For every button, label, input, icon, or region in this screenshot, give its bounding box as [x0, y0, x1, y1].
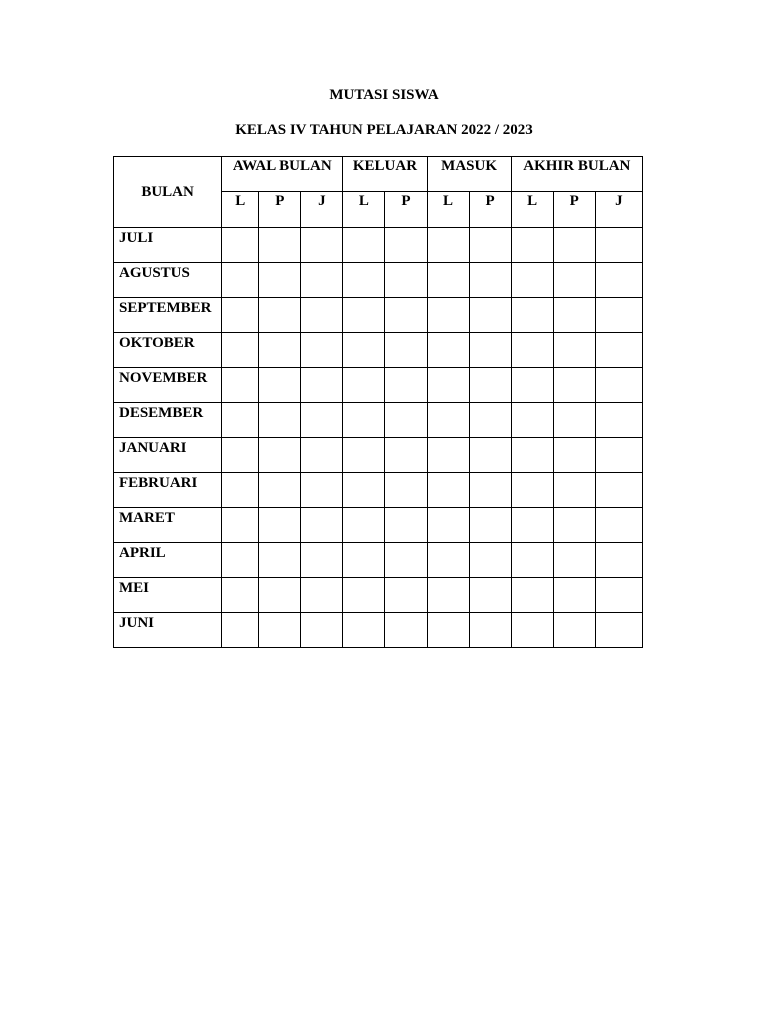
table-cell: [595, 298, 642, 333]
table-cell: [427, 368, 469, 403]
header-awal-j: J: [301, 192, 343, 228]
table-cell: [301, 298, 343, 333]
table-cell: [511, 403, 553, 438]
table-cell: [511, 473, 553, 508]
table-cell: [595, 333, 642, 368]
table-cell: [553, 298, 595, 333]
table-row: [114, 613, 643, 648]
table-cell: [259, 368, 301, 403]
table-cell: [553, 613, 595, 648]
table-row: [114, 228, 643, 263]
table-cell: [511, 613, 553, 648]
header-masuk: MASUK: [427, 157, 511, 192]
table-cell: [385, 613, 427, 648]
table-cell: [553, 438, 595, 473]
table-row: [114, 368, 643, 403]
table-cell: [301, 508, 343, 543]
mutation-table: [113, 156, 643, 648]
table-cell: [343, 298, 385, 333]
table-body: [114, 228, 643, 648]
table-cell: [343, 368, 385, 403]
header-akhir-p: P: [553, 192, 595, 228]
table-cell: [343, 473, 385, 508]
document-title: MUTASI SISWA: [329, 87, 439, 103]
table-cell: [222, 403, 259, 438]
table-row: [114, 543, 643, 578]
table-cell: [301, 438, 343, 473]
table-cell: [595, 228, 642, 263]
table-cell: [222, 263, 259, 298]
table-cell: [222, 333, 259, 368]
table-cell: [222, 543, 259, 578]
table-cell: [511, 368, 553, 403]
header-keluar: KELUAR: [343, 157, 427, 192]
header-akhir-j: J: [595, 192, 642, 228]
header-awal-bulan: AWAL BULAN: [222, 157, 343, 192]
month-label: JANUARI: [114, 438, 222, 473]
table-cell: [469, 228, 511, 263]
table-cell: [259, 613, 301, 648]
month-label: JULI: [114, 228, 222, 263]
table-cell: [427, 578, 469, 613]
table-cell: [385, 473, 427, 508]
month-label: DESEMBER: [114, 403, 222, 438]
header-awal-p: P: [259, 192, 301, 228]
table-cell: [222, 508, 259, 543]
table-cell: [343, 613, 385, 648]
table-cell: [385, 543, 427, 578]
month-label: MARET: [114, 508, 222, 543]
table-cell: [511, 333, 553, 368]
table-cell: [427, 298, 469, 333]
table-cell: [385, 263, 427, 298]
table-cell: [427, 263, 469, 298]
table-cell: [385, 228, 427, 263]
table-cell: [469, 438, 511, 473]
table-cell: [259, 228, 301, 263]
month-label: NOVEMBER: [114, 368, 222, 403]
table-cell: [511, 263, 553, 298]
table-cell: [469, 298, 511, 333]
table-cell: [553, 263, 595, 298]
table-cell: [343, 508, 385, 543]
table-cell: [259, 438, 301, 473]
table-cell: [259, 403, 301, 438]
table-cell: [427, 543, 469, 578]
table-cell: [222, 473, 259, 508]
table-cell: [553, 333, 595, 368]
table-cell: [343, 403, 385, 438]
header-bulan: BULAN: [114, 157, 222, 228]
table-cell: [427, 228, 469, 263]
table-row: [114, 438, 643, 473]
table-cell: [301, 403, 343, 438]
table-cell: [595, 578, 642, 613]
table-cell: [385, 578, 427, 613]
table-cell: [301, 333, 343, 368]
table-cell: [385, 508, 427, 543]
table-cell: [553, 368, 595, 403]
table-cell: [222, 368, 259, 403]
document-subtitle: KELAS IV TAHUN PELAJARAN 2022 / 2023: [235, 122, 533, 138]
table-cell: [469, 578, 511, 613]
table-cell: [301, 368, 343, 403]
table-cell: [427, 333, 469, 368]
table-cell: [343, 333, 385, 368]
table-cell: [511, 438, 553, 473]
table-cell: [595, 613, 642, 648]
table-cell: [595, 403, 642, 438]
header-akhir-l: L: [511, 192, 553, 228]
table-cell: [385, 438, 427, 473]
month-label: JUNI: [114, 613, 222, 648]
table-cell: [595, 508, 642, 543]
month-label: MEI: [114, 578, 222, 613]
table-cell: [511, 228, 553, 263]
table-cell: [259, 508, 301, 543]
table-cell: [427, 508, 469, 543]
table-cell: [259, 578, 301, 613]
table-cell: [259, 298, 301, 333]
table-cell: [595, 543, 642, 578]
table-cell: [301, 473, 343, 508]
table-cell: [427, 403, 469, 438]
month-label: AGUSTUS: [114, 263, 222, 298]
table-row: [114, 298, 643, 333]
table-cell: [259, 263, 301, 298]
table-cell: [343, 263, 385, 298]
table-cell: [222, 438, 259, 473]
table-cell: [222, 578, 259, 613]
table-cell: [301, 263, 343, 298]
table-cell: [385, 403, 427, 438]
table-cell: [343, 578, 385, 613]
table-cell: [343, 228, 385, 263]
table-cell: [595, 438, 642, 473]
table-cell: [553, 228, 595, 263]
table-cell: [469, 473, 511, 508]
table-cell: [469, 403, 511, 438]
header-keluar-l: L: [343, 192, 385, 228]
header-keluar-p: P: [385, 192, 427, 228]
table-cell: [469, 263, 511, 298]
table-cell: [301, 543, 343, 578]
table-row: [114, 333, 643, 368]
table-cell: [343, 543, 385, 578]
table-row: [114, 473, 643, 508]
header-awal-l: L: [222, 192, 259, 228]
table-cell: [343, 438, 385, 473]
table-cell: [301, 613, 343, 648]
header-akhir-bulan: AKHIR BULAN: [511, 157, 642, 192]
table-cell: [511, 578, 553, 613]
table-cell: [469, 543, 511, 578]
table-cell: [469, 368, 511, 403]
table-cell: [553, 473, 595, 508]
table-cell: [553, 578, 595, 613]
table-cell: [222, 228, 259, 263]
table-cell: [553, 543, 595, 578]
table-cell: [385, 333, 427, 368]
table-cell: [511, 298, 553, 333]
table-cell: [301, 578, 343, 613]
table-cell: [511, 543, 553, 578]
table-cell: [222, 298, 259, 333]
table-cell: [469, 508, 511, 543]
table-cell: [427, 438, 469, 473]
month-label: SEPTEMBER: [114, 298, 222, 333]
table-row: [114, 508, 643, 543]
month-label: FEBRUARI: [114, 473, 222, 508]
table-row: [114, 578, 643, 613]
month-label: OKTOBER: [114, 333, 222, 368]
header-masuk-l: L: [427, 192, 469, 228]
table-cell: [427, 613, 469, 648]
month-label: APRIL: [114, 543, 222, 578]
table-cell: [259, 543, 301, 578]
table-cell: [553, 403, 595, 438]
table-cell: [595, 473, 642, 508]
table-cell: [469, 613, 511, 648]
table-cell: [595, 368, 642, 403]
table-cell: [511, 508, 553, 543]
table-cell: [301, 228, 343, 263]
table-cell: [385, 368, 427, 403]
table-header-row-groups: [114, 157, 643, 192]
header-masuk-p: P: [469, 192, 511, 228]
table-cell: [469, 333, 511, 368]
table-cell: [595, 263, 642, 298]
table-cell: [427, 473, 469, 508]
table-cell: [385, 298, 427, 333]
table-cell: [553, 508, 595, 543]
table-row: [114, 403, 643, 438]
table-row: [114, 263, 643, 298]
table-cell: [259, 473, 301, 508]
table-cell: [222, 613, 259, 648]
table-cell: [259, 333, 301, 368]
